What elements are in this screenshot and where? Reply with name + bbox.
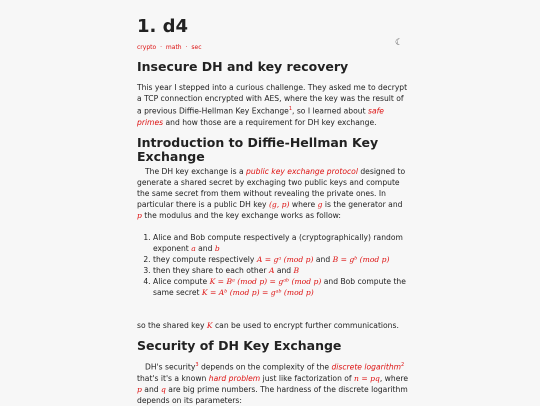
text: are big prime numbers. The hardness of the discrete logarithm depends on its parameters:: [137, 384, 408, 405]
text: can be used to encrypt further communications.: [212, 321, 399, 330]
math-q: q: [161, 384, 166, 394]
text: designed to generate a shared secret by exchaging two public keys and compute the same secret from them without revealing the private ones. In particular there is a public DH key: [137, 167, 406, 209]
section-heading-insecure-dh: Insecure DH and key recovery: [137, 59, 349, 74]
text: so the shared key: [137, 321, 207, 330]
link-safe-primes[interactable]: safe primes: [137, 106, 384, 127]
text: just like factorization of: [260, 373, 355, 383]
tag-sec[interactable]: sec: [191, 44, 202, 51]
link-hard-problem[interactable]: hard problem: [208, 373, 261, 383]
text: and Bob compute the same secret: [153, 277, 406, 297]
paragraph-dh-description: [137, 166, 409, 221]
math-b: b: [214, 244, 220, 253]
section-heading-dh-security: Security of DH Key Exchange: [137, 338, 342, 353]
math-B: B: [293, 266, 300, 275]
text: The DH key exchange is a: [145, 167, 247, 176]
list-item: [153, 265, 409, 276]
paragraph-security: [137, 360, 409, 406]
footnote-ref-2[interactable]: 2: [401, 362, 405, 368]
page-title: 1. d4: [137, 16, 189, 37]
paragraph-shared-key: [137, 320, 399, 331]
math-B-def: B = gᵇ (mod p): [332, 255, 390, 264]
text: that's it's a known: [137, 373, 209, 383]
footnote-ref-3[interactable]: 3: [195, 362, 199, 368]
paragraph-intro: [137, 82, 409, 128]
tag-separator: ·: [160, 44, 162, 51]
theme-toggle-moon-icon[interactable]: ☾: [395, 38, 404, 48]
math-a: a: [191, 244, 196, 253]
section-heading-dh-intro: Introduction to Diffie-Hellman Key Exchange: [137, 135, 379, 164]
math-K-bob: K = Aᵇ (mod p) = gᵃᵇ (mod p): [201, 288, 314, 297]
math-g-p: (g, p): [268, 200, 290, 209]
text: and: [313, 255, 333, 264]
text: where: [289, 200, 318, 209]
link-discrete-logarithm[interactable]: discrete logarithm: [331, 362, 402, 372]
text: and: [141, 384, 161, 394]
key-exchange-steps: [137, 232, 409, 298]
text: DH's security: [145, 362, 196, 372]
text: Alice compute: [153, 277, 210, 286]
text: and: [274, 266, 294, 275]
list-item: [153, 254, 409, 265]
text: and how those are a requirement for DH key exchange.: [163, 117, 377, 127]
text: depends on the complexity of the: [198, 362, 332, 372]
tag-separator: ·: [185, 44, 188, 51]
math-n-pq: n = pq: [354, 373, 380, 383]
math-K: K: [206, 321, 213, 330]
list-item: [153, 232, 409, 254]
text: Alice and Bob compute respectively a (cryptographically) random exponent: [153, 233, 403, 253]
footnote-ref-1[interactable]: 1: [288, 106, 293, 112]
tag-crypto[interactable]: crypto: [137, 44, 157, 51]
text: , where: [379, 373, 408, 383]
list-item: [153, 276, 409, 298]
text: then they share to each other: [153, 266, 269, 275]
text: and: [195, 244, 215, 253]
tag-math[interactable]: math: [165, 44, 182, 51]
text: they compute respectively: [153, 255, 257, 264]
text: This year I stepped into a curious challenge. They asked me to decrypt a TCP connection encrypted with AES, where the key was the result of a previous Diffie-Hellman Key Exchange: [137, 83, 408, 116]
math-p: p: [137, 211, 142, 220]
text: the modulus and the key exchange works as follow:: [141, 211, 341, 220]
tag-list: [137, 44, 204, 51]
math-A-def: A = gᵃ (mod p): [256, 255, 314, 264]
math-p: p: [137, 384, 142, 394]
text: , so I learned about: [292, 106, 368, 116]
text: is the generator and: [322, 200, 403, 209]
math-K-alice: K = Bᵃ (mod p) = gᵃᵇ (mod p): [209, 277, 322, 286]
link-public-key-exchange-protocol[interactable]: public key exchange protocol: [246, 167, 358, 176]
math-g: g: [317, 200, 323, 209]
math-A: A: [268, 266, 275, 275]
